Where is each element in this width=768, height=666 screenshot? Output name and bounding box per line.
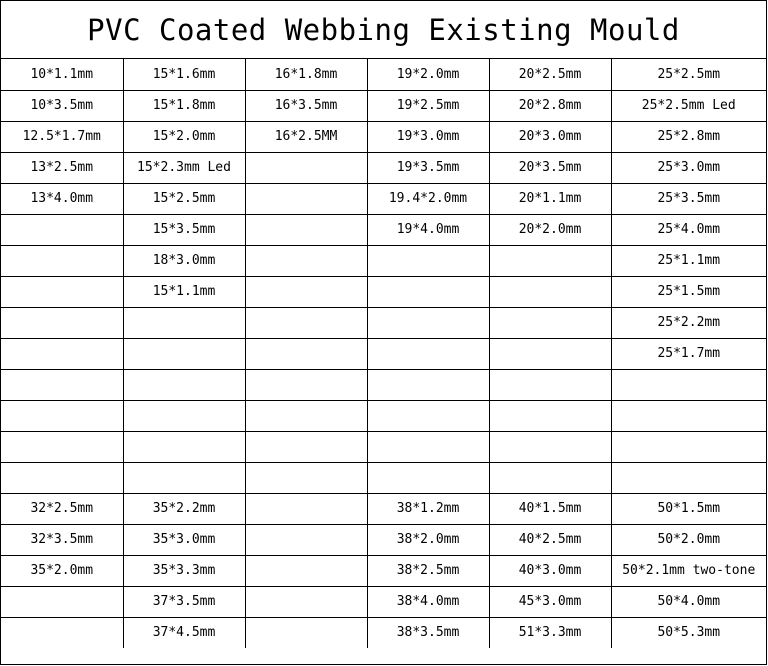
table-cell: 25*3.0mm <box>611 152 766 183</box>
table-cell <box>123 400 245 431</box>
table-row <box>1 90 766 121</box>
table-cell <box>245 524 367 555</box>
table-cell: 37*3.5mm <box>123 586 245 617</box>
table-cell: 16*3.5mm <box>245 90 367 121</box>
table-cell <box>489 462 611 493</box>
table-cell: 25*1.5mm <box>611 276 766 307</box>
table-cell: 18*3.0mm <box>123 245 245 276</box>
table-cell <box>1 338 123 369</box>
table-cell <box>123 462 245 493</box>
table-cell <box>367 431 489 462</box>
table-row <box>1 369 766 400</box>
table-cell <box>1 369 123 400</box>
table-cell: 20*3.5mm <box>489 152 611 183</box>
table-cell <box>489 369 611 400</box>
table-cell <box>1 462 123 493</box>
table-cell: 10*3.5mm <box>1 90 123 121</box>
table-cell <box>367 307 489 338</box>
table-cell: 12.5*1.7mm <box>1 121 123 152</box>
table-cell <box>1 214 123 245</box>
table-row <box>1 462 766 493</box>
table-cell <box>367 462 489 493</box>
table-cell <box>245 555 367 586</box>
table-row <box>1 586 766 617</box>
table-cell: 25*2.5mm <box>611 59 766 90</box>
table-cell: 32*2.5mm <box>1 493 123 524</box>
table-cell: 16*2.5MM <box>245 121 367 152</box>
table-cell <box>123 338 245 369</box>
table-cell <box>245 617 367 648</box>
table-row <box>1 555 766 586</box>
mould-table <box>1 59 766 648</box>
table-row <box>1 338 766 369</box>
table-row <box>1 245 766 276</box>
table-cell: 19*4.0mm <box>367 214 489 245</box>
table-cell <box>245 586 367 617</box>
table-row <box>1 59 766 90</box>
table-cell <box>245 369 367 400</box>
table-cell <box>611 400 766 431</box>
table-cell: 25*2.5mm Led <box>611 90 766 121</box>
table-cell: 45*3.0mm <box>489 586 611 617</box>
table-cell: 40*3.0mm <box>489 555 611 586</box>
table-cell <box>1 245 123 276</box>
table-cell: 15*2.5mm <box>123 183 245 214</box>
table-cell: 19*3.0mm <box>367 121 489 152</box>
table-cell <box>1 307 123 338</box>
table-cell <box>367 369 489 400</box>
table-cell: 35*2.0mm <box>1 555 123 586</box>
table-cell: 38*3.5mm <box>367 617 489 648</box>
table-cell: 25*2.8mm <box>611 121 766 152</box>
table-cell <box>245 462 367 493</box>
table-cell: 15*3.5mm <box>123 214 245 245</box>
table-cell: 38*1.2mm <box>367 493 489 524</box>
table-cell <box>367 245 489 276</box>
table-cell: 32*3.5mm <box>1 524 123 555</box>
table-cell: 19.4*2.0mm <box>367 183 489 214</box>
table-cell <box>245 245 367 276</box>
table-cell: 16*1.8mm <box>245 59 367 90</box>
table-cell: 25*1.7mm <box>611 338 766 369</box>
table-cell: 10*1.1mm <box>1 59 123 90</box>
table-cell: 25*3.5mm <box>611 183 766 214</box>
table-cell <box>367 400 489 431</box>
table-cell <box>611 462 766 493</box>
table-cell <box>245 152 367 183</box>
table-cell: 19*2.5mm <box>367 90 489 121</box>
table-cell: 20*3.0mm <box>489 121 611 152</box>
table-row <box>1 152 766 183</box>
table-cell <box>245 338 367 369</box>
table-cell: 50*5.3mm <box>611 617 766 648</box>
table-cell <box>1 586 123 617</box>
table-cell: 15*2.0mm <box>123 121 245 152</box>
table-cell: 19*2.0mm <box>367 59 489 90</box>
table-cell: 37*4.5mm <box>123 617 245 648</box>
table-cell: 38*2.0mm <box>367 524 489 555</box>
table-row <box>1 524 766 555</box>
table-row <box>1 183 766 214</box>
table-cell <box>489 400 611 431</box>
table-cell: 25*2.2mm <box>611 307 766 338</box>
table-cell <box>489 276 611 307</box>
table-cell <box>489 338 611 369</box>
table-cell: 40*1.5mm <box>489 493 611 524</box>
table-cell: 15*2.3mm Led <box>123 152 245 183</box>
table-cell <box>123 431 245 462</box>
table-cell <box>367 338 489 369</box>
table-row <box>1 121 766 152</box>
table-cell: 15*1.6mm <box>123 59 245 90</box>
table-cell <box>123 307 245 338</box>
table-cell <box>611 369 766 400</box>
table-row <box>1 400 766 431</box>
table-cell: 35*2.2mm <box>123 493 245 524</box>
table-cell <box>123 369 245 400</box>
table-row <box>1 493 766 524</box>
table-cell: 20*2.5mm <box>489 59 611 90</box>
table-cell <box>1 617 123 648</box>
table-row <box>1 276 766 307</box>
table-cell <box>611 431 766 462</box>
table-cell: 38*4.0mm <box>367 586 489 617</box>
table-cell: 20*2.0mm <box>489 214 611 245</box>
table-cell <box>489 431 611 462</box>
table-cell: 35*3.0mm <box>123 524 245 555</box>
table-cell <box>245 400 367 431</box>
table-cell: 20*2.8mm <box>489 90 611 121</box>
table-cell: 50*4.0mm <box>611 586 766 617</box>
table-cell: 40*2.5mm <box>489 524 611 555</box>
table-row <box>1 307 766 338</box>
table-row <box>1 431 766 462</box>
table-cell: 50*2.0mm <box>611 524 766 555</box>
table-cell: 13*2.5mm <box>1 152 123 183</box>
table-cell: 20*1.1mm <box>489 183 611 214</box>
page-title: PVC Coated Webbing Existing Mould <box>87 12 680 47</box>
table-cell <box>245 307 367 338</box>
table-cell <box>245 183 367 214</box>
table-cell <box>245 214 367 245</box>
mould-table-body <box>1 59 766 648</box>
table-cell <box>245 276 367 307</box>
table-row <box>1 617 766 648</box>
table-row <box>1 214 766 245</box>
table-cell <box>1 276 123 307</box>
table-cell <box>367 276 489 307</box>
table-cell: 50*1.5mm <box>611 493 766 524</box>
table-cell <box>1 400 123 431</box>
table-cell <box>489 307 611 338</box>
table-cell <box>1 431 123 462</box>
table-cell: 25*4.0mm <box>611 214 766 245</box>
table-cell <box>489 245 611 276</box>
table-cell: 35*3.3mm <box>123 555 245 586</box>
table-cell: 25*1.1mm <box>611 245 766 276</box>
title-row <box>1 1 766 59</box>
table-cell: 15*1.1mm <box>123 276 245 307</box>
table-cell: 19*3.5mm <box>367 152 489 183</box>
table-cell: 50*2.1mm two-tone <box>611 555 766 586</box>
table-cell: 51*3.3mm <box>489 617 611 648</box>
table-cell <box>245 431 367 462</box>
table-cell: 15*1.8mm <box>123 90 245 121</box>
table-cell <box>245 493 367 524</box>
table-cell: 13*4.0mm <box>1 183 123 214</box>
table-cell: 38*2.5mm <box>367 555 489 586</box>
